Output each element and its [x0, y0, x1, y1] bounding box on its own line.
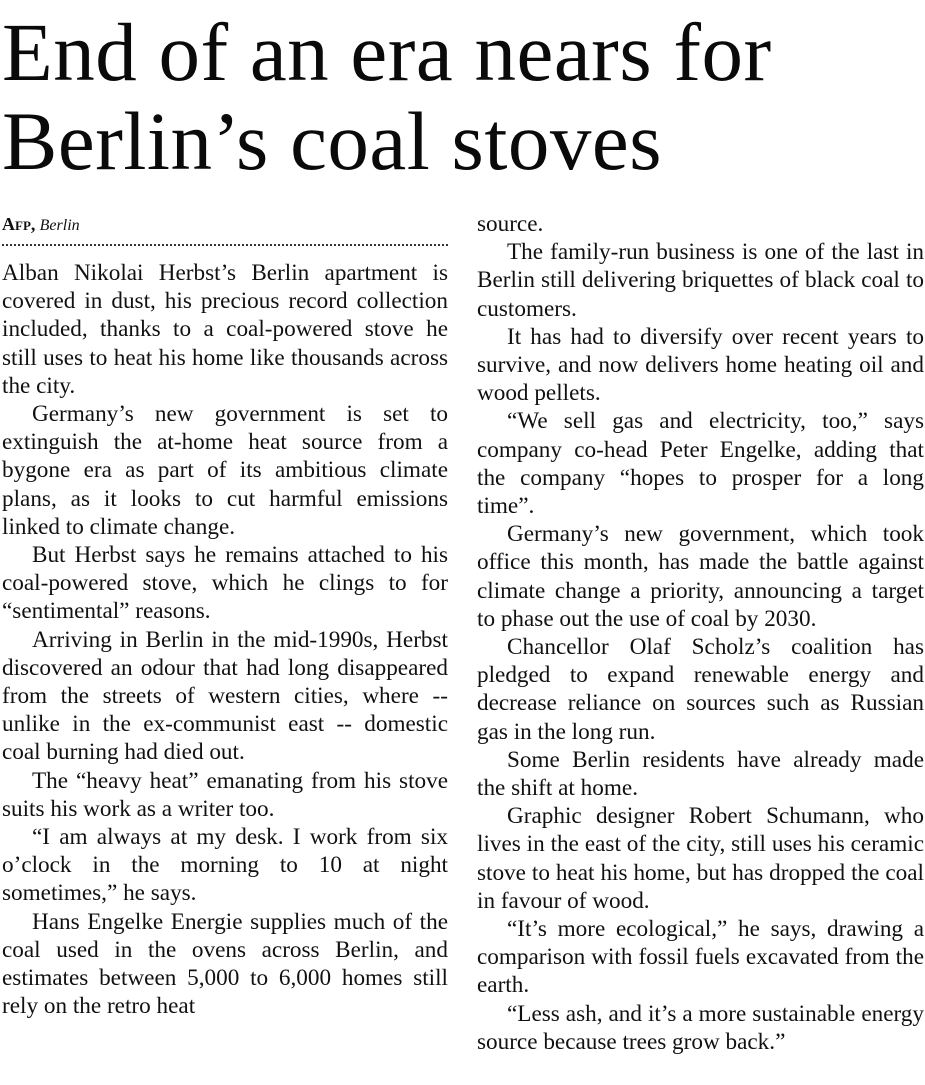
paragraph: It has had to diversify over recent years to survive, and now delivers home heating oil and wood pellets. — [477, 323, 924, 407]
paragraph: But Herbst says he remains attached to his coal-powered stove, which he clings to for “sentimental” reasons. — [2, 542, 448, 625]
paragraph: The family-run business is one of the last in Berlin still delivering briquettes of black coal to customers. — [477, 239, 924, 322]
paragraph: Germany’s new government, which took office this month, has made the battle against climate change a priority, announcing a target to phase out the use of coal by 2030. — [477, 521, 924, 632]
article-headline: End of an era nears for Berlin’s coal stoves — [2, 6, 772, 187]
paragraph: “We sell gas and electricity, too,” says company co-head Peter Engelke, adding that the company “hopes to prosper for a long time”. — [477, 408, 924, 520]
article-column-left — [2, 259, 448, 1020]
byline-agency: Afp, — [2, 214, 36, 234]
byline — [2, 212, 448, 236]
paragraph: The “heavy heat” emanating from his stove suits his work as a writer too. — [2, 767, 448, 822]
paragraph: Alban Nikolai Herbst’s Berlin apartment is covered in dust, his precious record collection included, thanks to a coal-powered stove he still uses to heat his home like thousands across the city. — [2, 260, 448, 399]
paragraph: Arriving in Berlin in the mid-1990s, Herbst discovered an odour that had long disappeared from the streets of western cities, where -- unlike in the ex-communist east -- domestic coal burning had died out. — [2, 626, 448, 766]
paragraph-continuation: source. — [477, 211, 544, 237]
paragraph: Chancellor Olaf Scholz’s coalition has pledged to expand renewable energy and decrease reliance on sources such as Russian gas in the long run. — [477, 634, 924, 745]
article-column-right — [477, 210, 924, 1056]
paragraph: “I am always at my desk. I work from six o’clock in the morning to 10 at night sometimes,” he says. — [2, 824, 448, 907]
paragraph: “Less ash, and it’s a more sustainable energy source because trees grow back.” — [477, 1000, 924, 1055]
paragraph: “It’s more ecological,” he says, drawing a comparison with fossil fuels excavated from the earth. — [477, 916, 924, 999]
paragraph: Graphic designer Robert Schumann, who lives in the east of the city, still uses his ceramic stove to heat his home, but has dropped the coal in favour of wood. — [477, 803, 924, 914]
paragraph: Some Berlin residents have already made the shift at home. — [477, 746, 924, 802]
byline-divider — [2, 244, 448, 246]
byline-location: Berlin — [39, 217, 80, 234]
paragraph: Germany’s new government is set to extinguish the at-home heat source from a bygone era as part of its ambitious climate plans, as it looks to cut harmful emissions linked to climate change. — [2, 401, 448, 540]
paragraph: Hans Engelke Energie supplies much of the coal used in the ovens across Berlin, and estimates between 5,000 to 6,000 homes still rely on the retro heat — [2, 908, 448, 1020]
